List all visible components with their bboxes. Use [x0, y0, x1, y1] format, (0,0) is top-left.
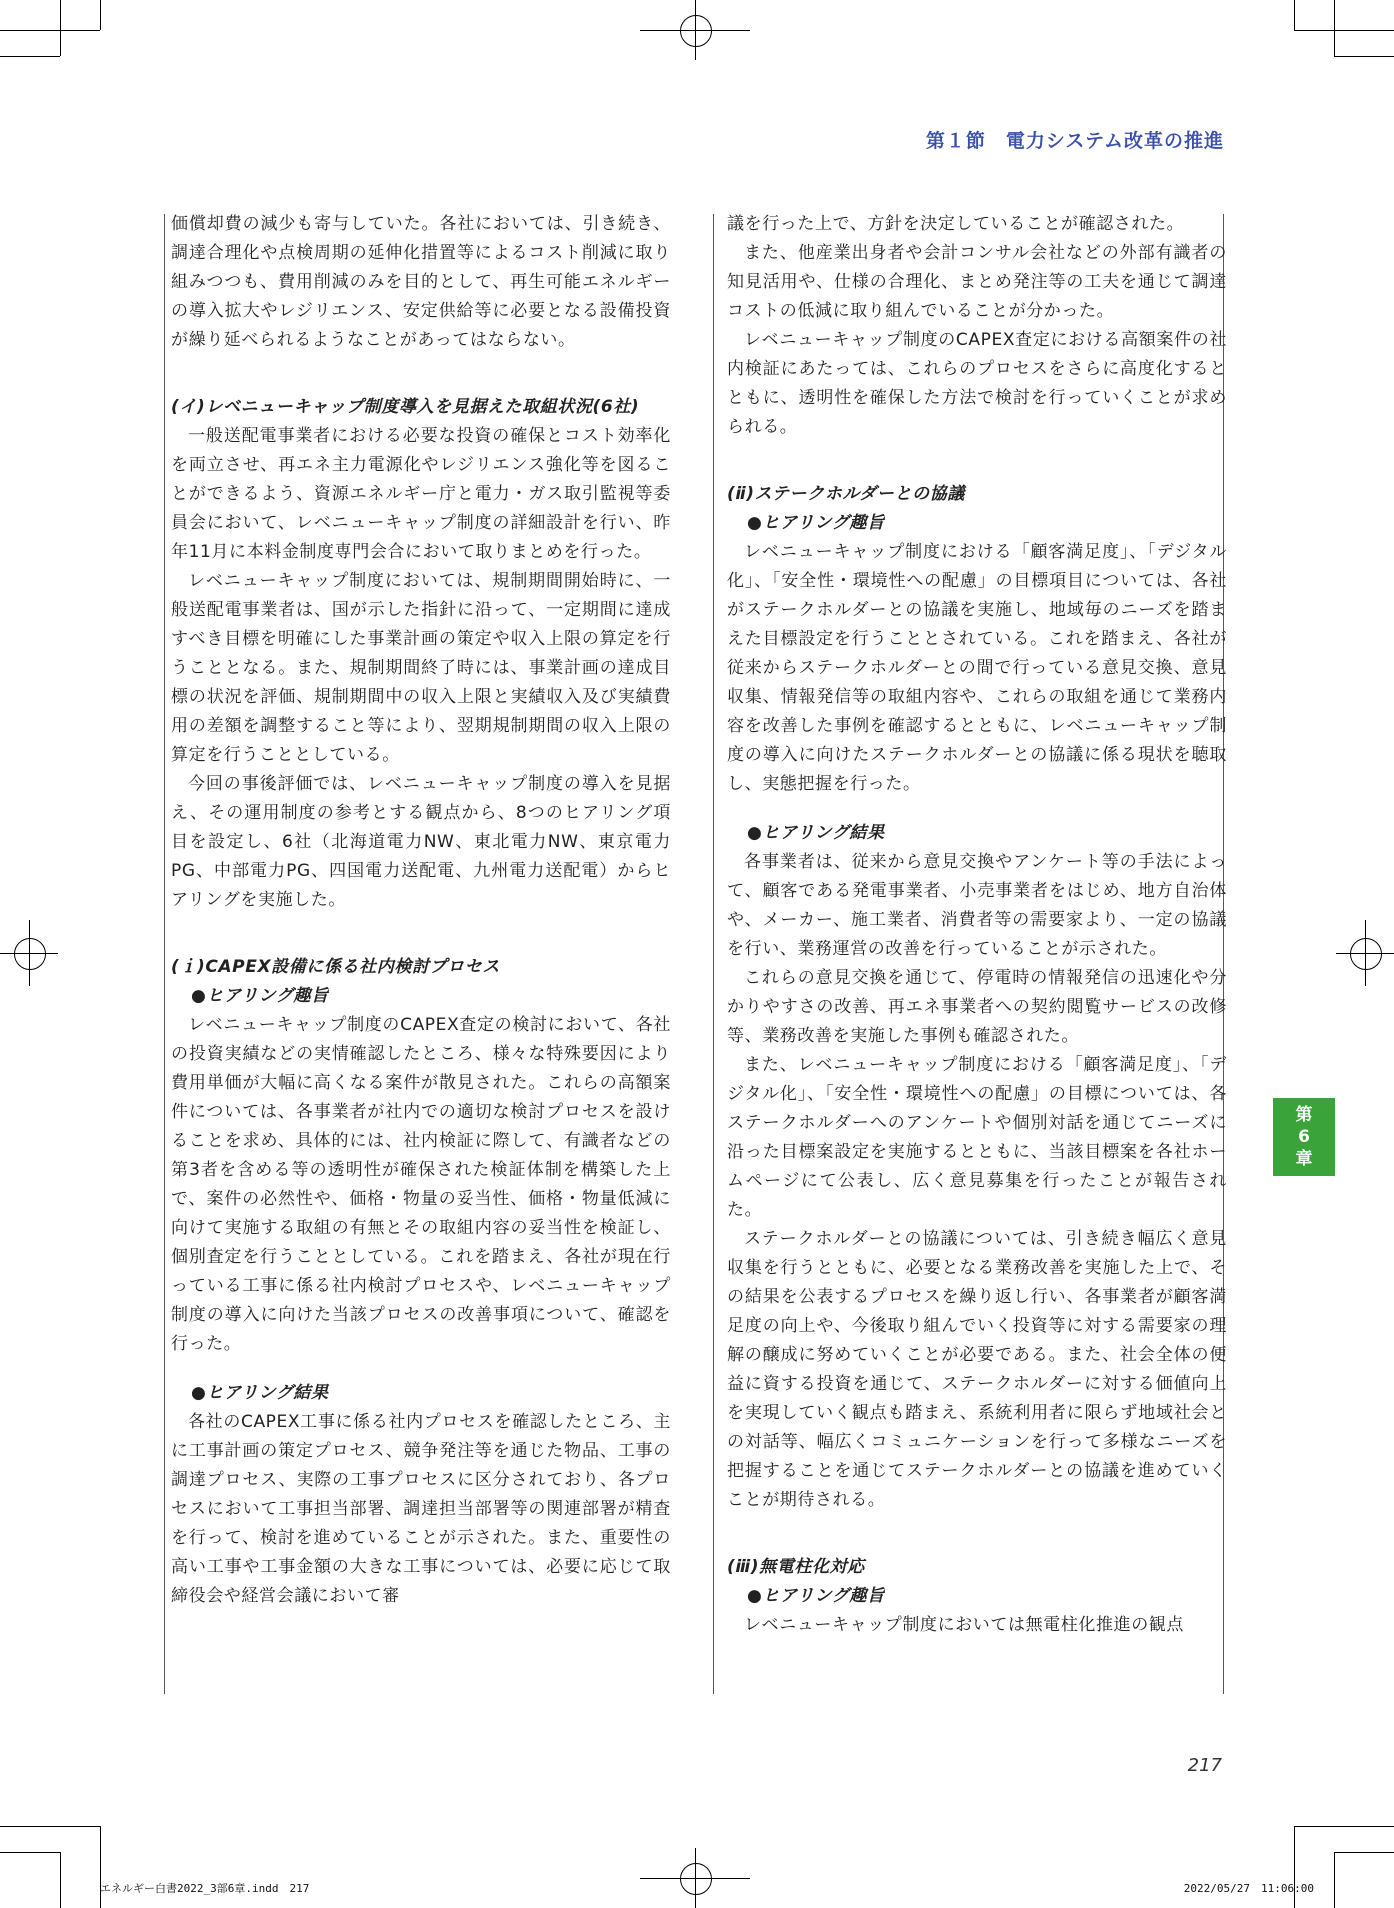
- paragraph: レベニューキャップ制度における「顧客満足度」、「デジタル化」、「安全性・環境性への配慮」の目標項目については、各社がステークホルダーとの協議を実施し、地域毎のニーズを踏まえた目標設定を行うこととされている。これを踏まえ、各社が従来からステークホルダーとの間で行っている意見交換、意見収集、情報発信等の取組内容や、これらの取組を通じて業務内容を改善した事例を確認するとともに、レベニューキャップ制度の導入に向けたステークホルダーとの協議に係る現状を聴取し、実態把握を行った。: [727, 542, 1227, 794]
- column-rule: [713, 214, 714, 1694]
- registration-mark: [680, 1863, 712, 1895]
- crop-mark: [1294, 1826, 1394, 1827]
- registration-mark: [14, 938, 46, 970]
- paragraph: ステークホルダーとの協議については、引き続き幅広く意見収集を行うとともに、必要となる業務改善を実施した上で、その結果を公表するプロセスを繰り返し行い、各事業者が顧客満足度の向上や、今後取り組んでいく投資等に対する需要家の理解の醸成に努めていくことが必要である。また、社会全体の便益に資する投資を通じて、ステークホルダーに対する価値向上を実現していく観点も踏まえ、系統利用者に限らず地域社会との対話等、幅広くコミュニケーションを行って多様なニーズを把握することを通じてステークホルダーとの協議を進めていくことが期待される。: [727, 1229, 1227, 1510]
- column-rule: [164, 214, 165, 1694]
- paragraph: また、レベニューキャップ制度における「顧客満足度」、「デジタル化」、「安全性・環境性への配慮」の目標については、各ステークホルダーへのアンケートや個別対話を通じてニーズに沿った目標案設定を実施するとともに、当該目標案を各社ホームページにて公表し、広く意見募集を行ったことが報告された。: [727, 1055, 1227, 1220]
- chapter-tab-line: 章: [1295, 1149, 1313, 1169]
- hearing-result-heading: ●ヒアリング結果: [191, 1383, 329, 1403]
- paragraph: 価償却費の減少も寄与していた。各社においては、引き続き、調達合理化や点検周期の延伸化措置等によるコスト削減に取り組みつつも、費用削減のみを目的として、再生可能エネルギーの導入拡大やレジリエンス、安定供給等に必要となる設備投資が繰り延べられるようなことがあってはならない。: [171, 214, 671, 350]
- paragraph: 今回の事後評価では、レベニューキャップ制度の導入を見据え、その運用制度の参考とする観点から、8つのヒアリング項目を設定し、6社（北海道電力NW、東北電力NW、東京電力PG、中部電力PG、四国電力送配電、九州電力送配電）からヒアリングを実施した。: [171, 774, 671, 910]
- section-heading: (イ)レベニューキャップ制度導入を見据えた取組状況(6社): [171, 397, 640, 417]
- crop-mark: [0, 30, 100, 31]
- crop-mark: [1294, 0, 1295, 30]
- crop-mark: [1334, 1852, 1394, 1853]
- crop-mark: [1334, 56, 1394, 57]
- crop-mark: [1334, 1852, 1335, 1908]
- crop-mark: [0, 1826, 100, 1827]
- section-header: 第１節 電力システム改革の推進: [925, 130, 1224, 152]
- crop-mark: [60, 0, 61, 56]
- subsection-heading: (ⅲ)無電柱化対応: [727, 1557, 865, 1577]
- left-column: [171, 210, 671, 1611]
- footer-file-info: エネルギー白書2022_3部6章.indd 217: [100, 1882, 310, 1895]
- paragraph: レベニューキャップ制度のCAPEX査定の検討において、各社の投資実績などの実情確認したところ、様々な特殊要因により費用単価が大幅に高くなる案件が散見された。これらの高額案件については、各事業者が社内での適切な検討プロセスを設けることを求め、具体的には、社内検証に際して、有識者などの第3者を含める等の透明性が確保された検証体制を構築した上で、案件の必然性や、価格・物量の妥当性、価格・物量低減に向けて実施する取組の有無とその取組内容の妥当性を検証し、個別査定を行うこととしている。これを踏まえ、各社が現在行っている工事に係る社内検討プロセスや、レベニューキャップ制度の導入に向けた当該プロセスの改善事項について、確認を行った。: [171, 1015, 671, 1354]
- footer-timestamp: 2022/05/27 11:06:00: [1183, 1882, 1314, 1895]
- hearing-purpose-heading: ●ヒアリング趣旨: [747, 1586, 885, 1606]
- subsection-heading: (ⅱ)ステークホルダーとの協議: [727, 484, 965, 504]
- chapter-tab: [1273, 1098, 1335, 1176]
- paragraph: レベニューキャップ制度においては無電柱化推進の観点: [744, 1615, 1184, 1635]
- paragraph: 各社のCAPEX工事に係る社内プロセスを確認したところ、主に工事計画の策定プロセス、競争発注等を通じた物品、工事の調達プロセス、実際の工事プロセスに区分されており、各プロセスにおいて工事担当部署、調達担当部署等の関連部署が精査を行って、検討を進めていることが示された。また、重要性の高い工事や工事金額の大きな工事については、必要に応じて取締役会や経営会議において審: [171, 1412, 671, 1606]
- paragraph: 一般送配電事業者における必要な投資の確保とコスト効率化を両立させ、再エネ主力電源化やレジリエンス強化等を図ることができるよう、資源エネルギー庁と電力・ガス取引監視等委員会において、レベニューキャップ制度の詳細設計を行い、昨年11月に本料金制度専門会合において取りまとめを行った。: [171, 426, 671, 562]
- hearing-purpose-heading: ●ヒアリング趣旨: [191, 986, 329, 1006]
- paragraph: レベニューキャップ制度のCAPEX査定における高額案件の社内検証にあたっては、これらのプロセスをさらに高度化するとともに、透明性を確保した方法で検討を行っていくことが求められる。: [727, 330, 1227, 437]
- crop-mark: [1334, 0, 1335, 56]
- paragraph: レベニューキャップ制度においては、規制期間開始時に、一般送配電事業者は、国が示した指針に沿って、一定期間に達成すべき目標を明確にした事業計画の策定や収入上限の算定を行うこととなる。また、規制期間終了時には、事業計画の達成目標の状況を評価、規制期間中の収入上限と実績収入及び実績費用の差額を調整すること等により、翌期規制期間の収入上限の算定を行うこととしている。: [171, 571, 671, 765]
- registration-mark: [680, 15, 712, 47]
- crop-mark: [60, 1852, 61, 1908]
- crop-mark: [1294, 30, 1394, 31]
- crop-mark: [0, 56, 60, 57]
- paragraph: また、他産業出身者や会計コンサル会社などの外部有識者の知見活用や、仕様の合理化、まとめ発注等の工夫を通じて調達コストの低減に取り組んでいることが分かった。: [727, 243, 1227, 321]
- hearing-purpose-heading: ●ヒアリング趣旨: [747, 513, 885, 533]
- chapter-tab-line: 第: [1295, 1105, 1313, 1125]
- crop-mark: [0, 1852, 60, 1853]
- subsection-heading: (ｉ)CAPEX設備に係る社内検討プロセス: [171, 957, 500, 977]
- page-number: 217: [1187, 1755, 1222, 1776]
- registration-mark: [1350, 938, 1382, 970]
- chapter-tab-number: 6: [1298, 1127, 1310, 1147]
- crop-mark: [100, 0, 101, 30]
- right-column: [727, 210, 1227, 1640]
- paragraph: これらの意見交換を通じて、停電時の情報発信の迅速化や分かりやすさの改善、再エネ事業者への契約閲覧サービスの改修等、業務改善を実施した事例も確認された。: [727, 968, 1227, 1046]
- paragraph: 各事業者は、従来から意見交換やアンケート等の手法によって、顧客である発電事業者、小売事業者をはじめ、地方自治体や、メーカー、施工業者、消費者等の需要家より、一定の協議を行い、業務運営の改善を行っていることが示された。: [727, 852, 1227, 959]
- paragraph: 議を行った上で、方針を決定していることが確認された。: [727, 214, 1185, 234]
- hearing-result-heading: ●ヒアリング結果: [747, 823, 885, 843]
